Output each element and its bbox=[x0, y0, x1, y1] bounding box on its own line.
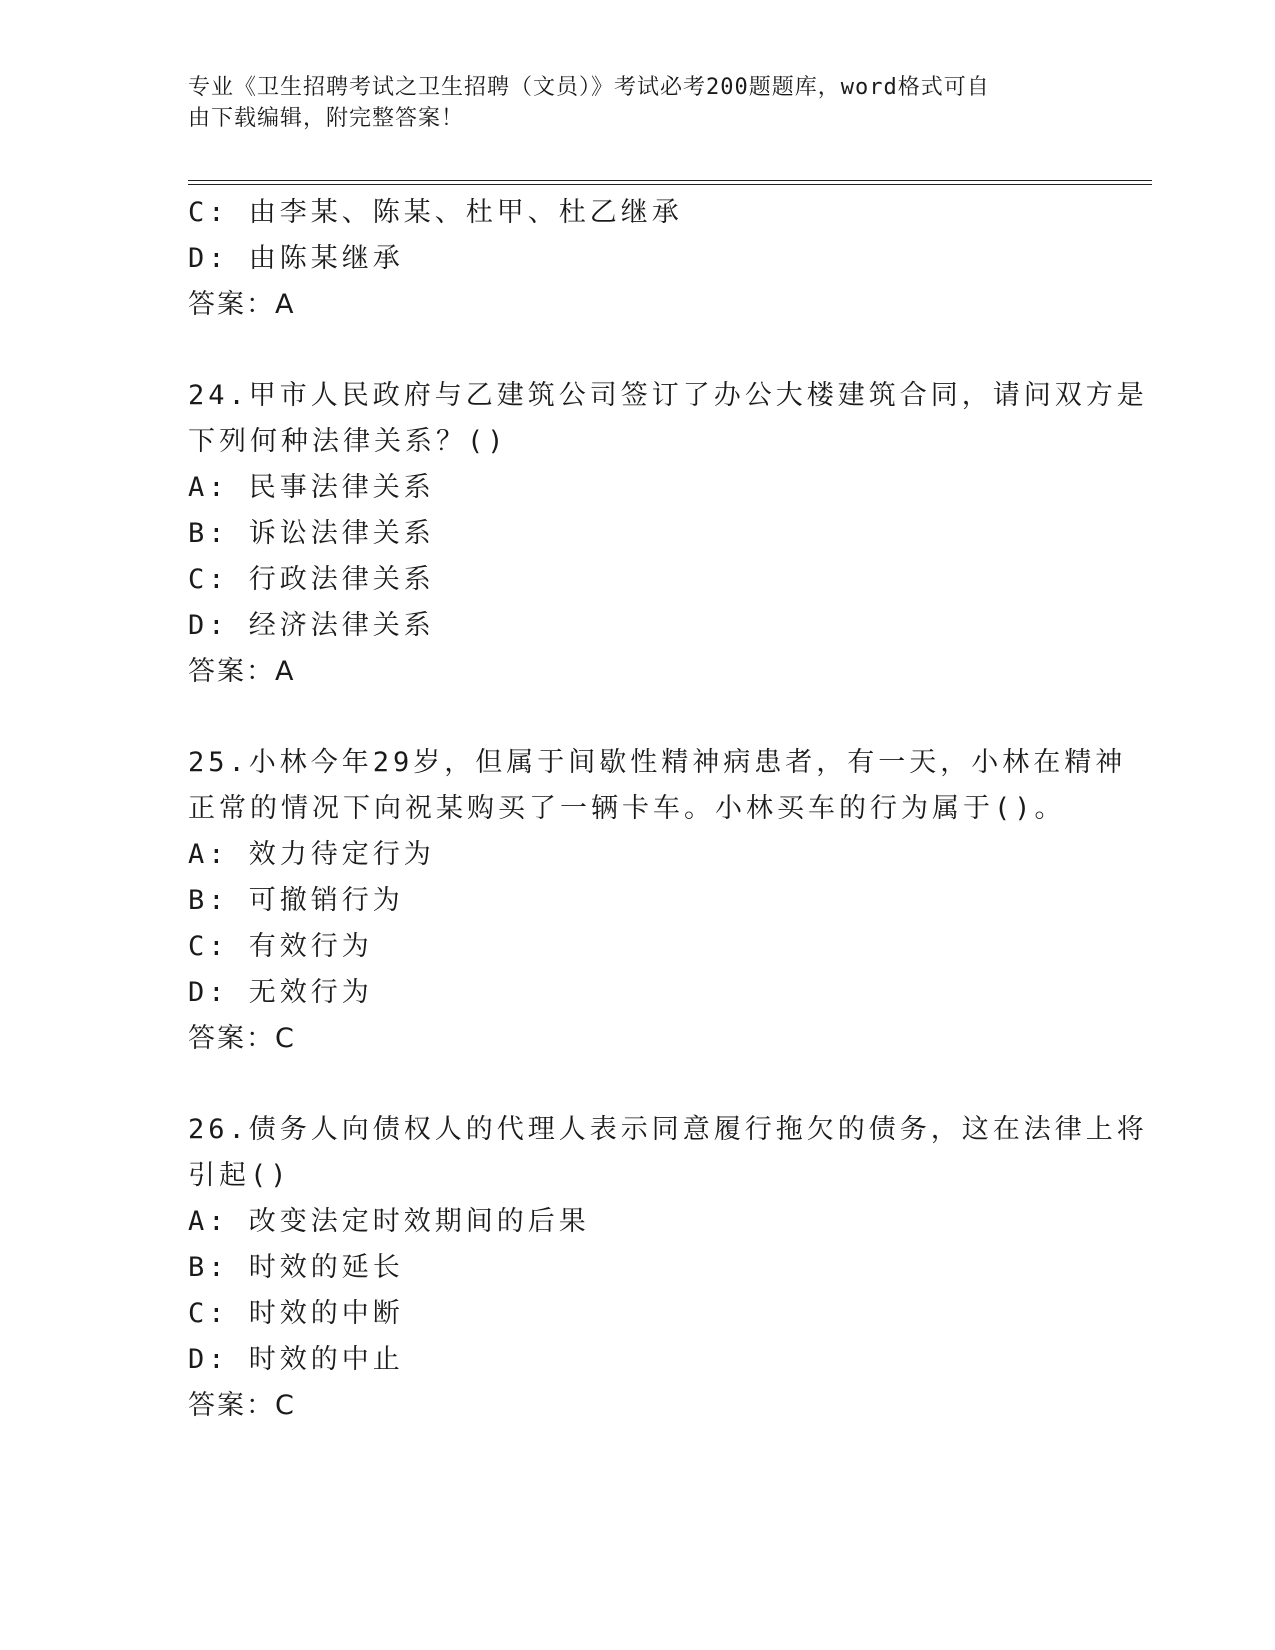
spacer bbox=[188, 328, 1088, 373]
question-block-26 bbox=[188, 1107, 1148, 1429]
option-a: A: 改变法定时效期间的后果 bbox=[188, 1206, 590, 1237]
question-block-23-continued bbox=[188, 190, 1088, 328]
answer-line: 答案：C bbox=[188, 1390, 296, 1421]
option-a: A: 民事法律关系 bbox=[188, 472, 435, 503]
answer-line: 答案：A bbox=[188, 289, 296, 320]
option-a: A: 效力待定行为 bbox=[188, 839, 435, 870]
question-block-24 bbox=[188, 373, 1148, 695]
question-stem-continued: 下列何种法律关系？() bbox=[188, 426, 508, 457]
document-header bbox=[188, 72, 1068, 134]
question-stem: 24.甲市人民政府与乙建筑公司签订了办公大楼建筑合同，请问双方是 bbox=[188, 380, 1148, 411]
header-divider-bottom bbox=[188, 184, 1152, 185]
option-c: C: 有效行为 bbox=[188, 931, 373, 962]
question-stem: 26.债务人向债权人的代理人表示同意履行拖欠的债务，这在法律上将 bbox=[188, 1114, 1148, 1145]
option-c: C: 时效的中断 bbox=[188, 1298, 404, 1329]
option-c: C: 行政法律关系 bbox=[188, 564, 435, 595]
option-d: D: 无效行为 bbox=[188, 977, 373, 1008]
option-d: D: 经济法律关系 bbox=[188, 610, 435, 641]
option-d: D: 时效的中止 bbox=[188, 1344, 404, 1375]
question-block-25 bbox=[188, 740, 1127, 1062]
header-divider-top bbox=[188, 180, 1152, 181]
option-b: B: 可撤销行为 bbox=[188, 885, 404, 916]
option-c: C: 由李某、陈某、杜甲、杜乙继承 bbox=[188, 197, 683, 228]
header-line-1: 专业《卫生招聘考试之卫生招聘（文员）》考试必考200题题库，word格式可自 bbox=[188, 75, 990, 100]
question-stem-continued: 正常的情况下向祝某购买了一辆卡车。小林买车的行为属于()。 bbox=[188, 793, 1066, 824]
document-body bbox=[188, 190, 1148, 1429]
question-stem: 25.小林今年29岁，但属于间歇性精神病患者，有一天，小林在精神 bbox=[188, 747, 1127, 778]
spacer bbox=[188, 695, 1088, 740]
option-b: B: 诉讼法律关系 bbox=[188, 518, 435, 549]
option-b: B: 时效的延长 bbox=[188, 1252, 404, 1283]
spacer bbox=[188, 1062, 1088, 1107]
option-d: D: 由陈某继承 bbox=[188, 243, 404, 274]
answer-line: 答案：A bbox=[188, 656, 296, 687]
question-stem-continued: 引起() bbox=[188, 1160, 291, 1191]
header-line-2: 由下载编辑，附完整答案！ bbox=[188, 106, 465, 131]
answer-line: 答案：C bbox=[188, 1023, 296, 1054]
